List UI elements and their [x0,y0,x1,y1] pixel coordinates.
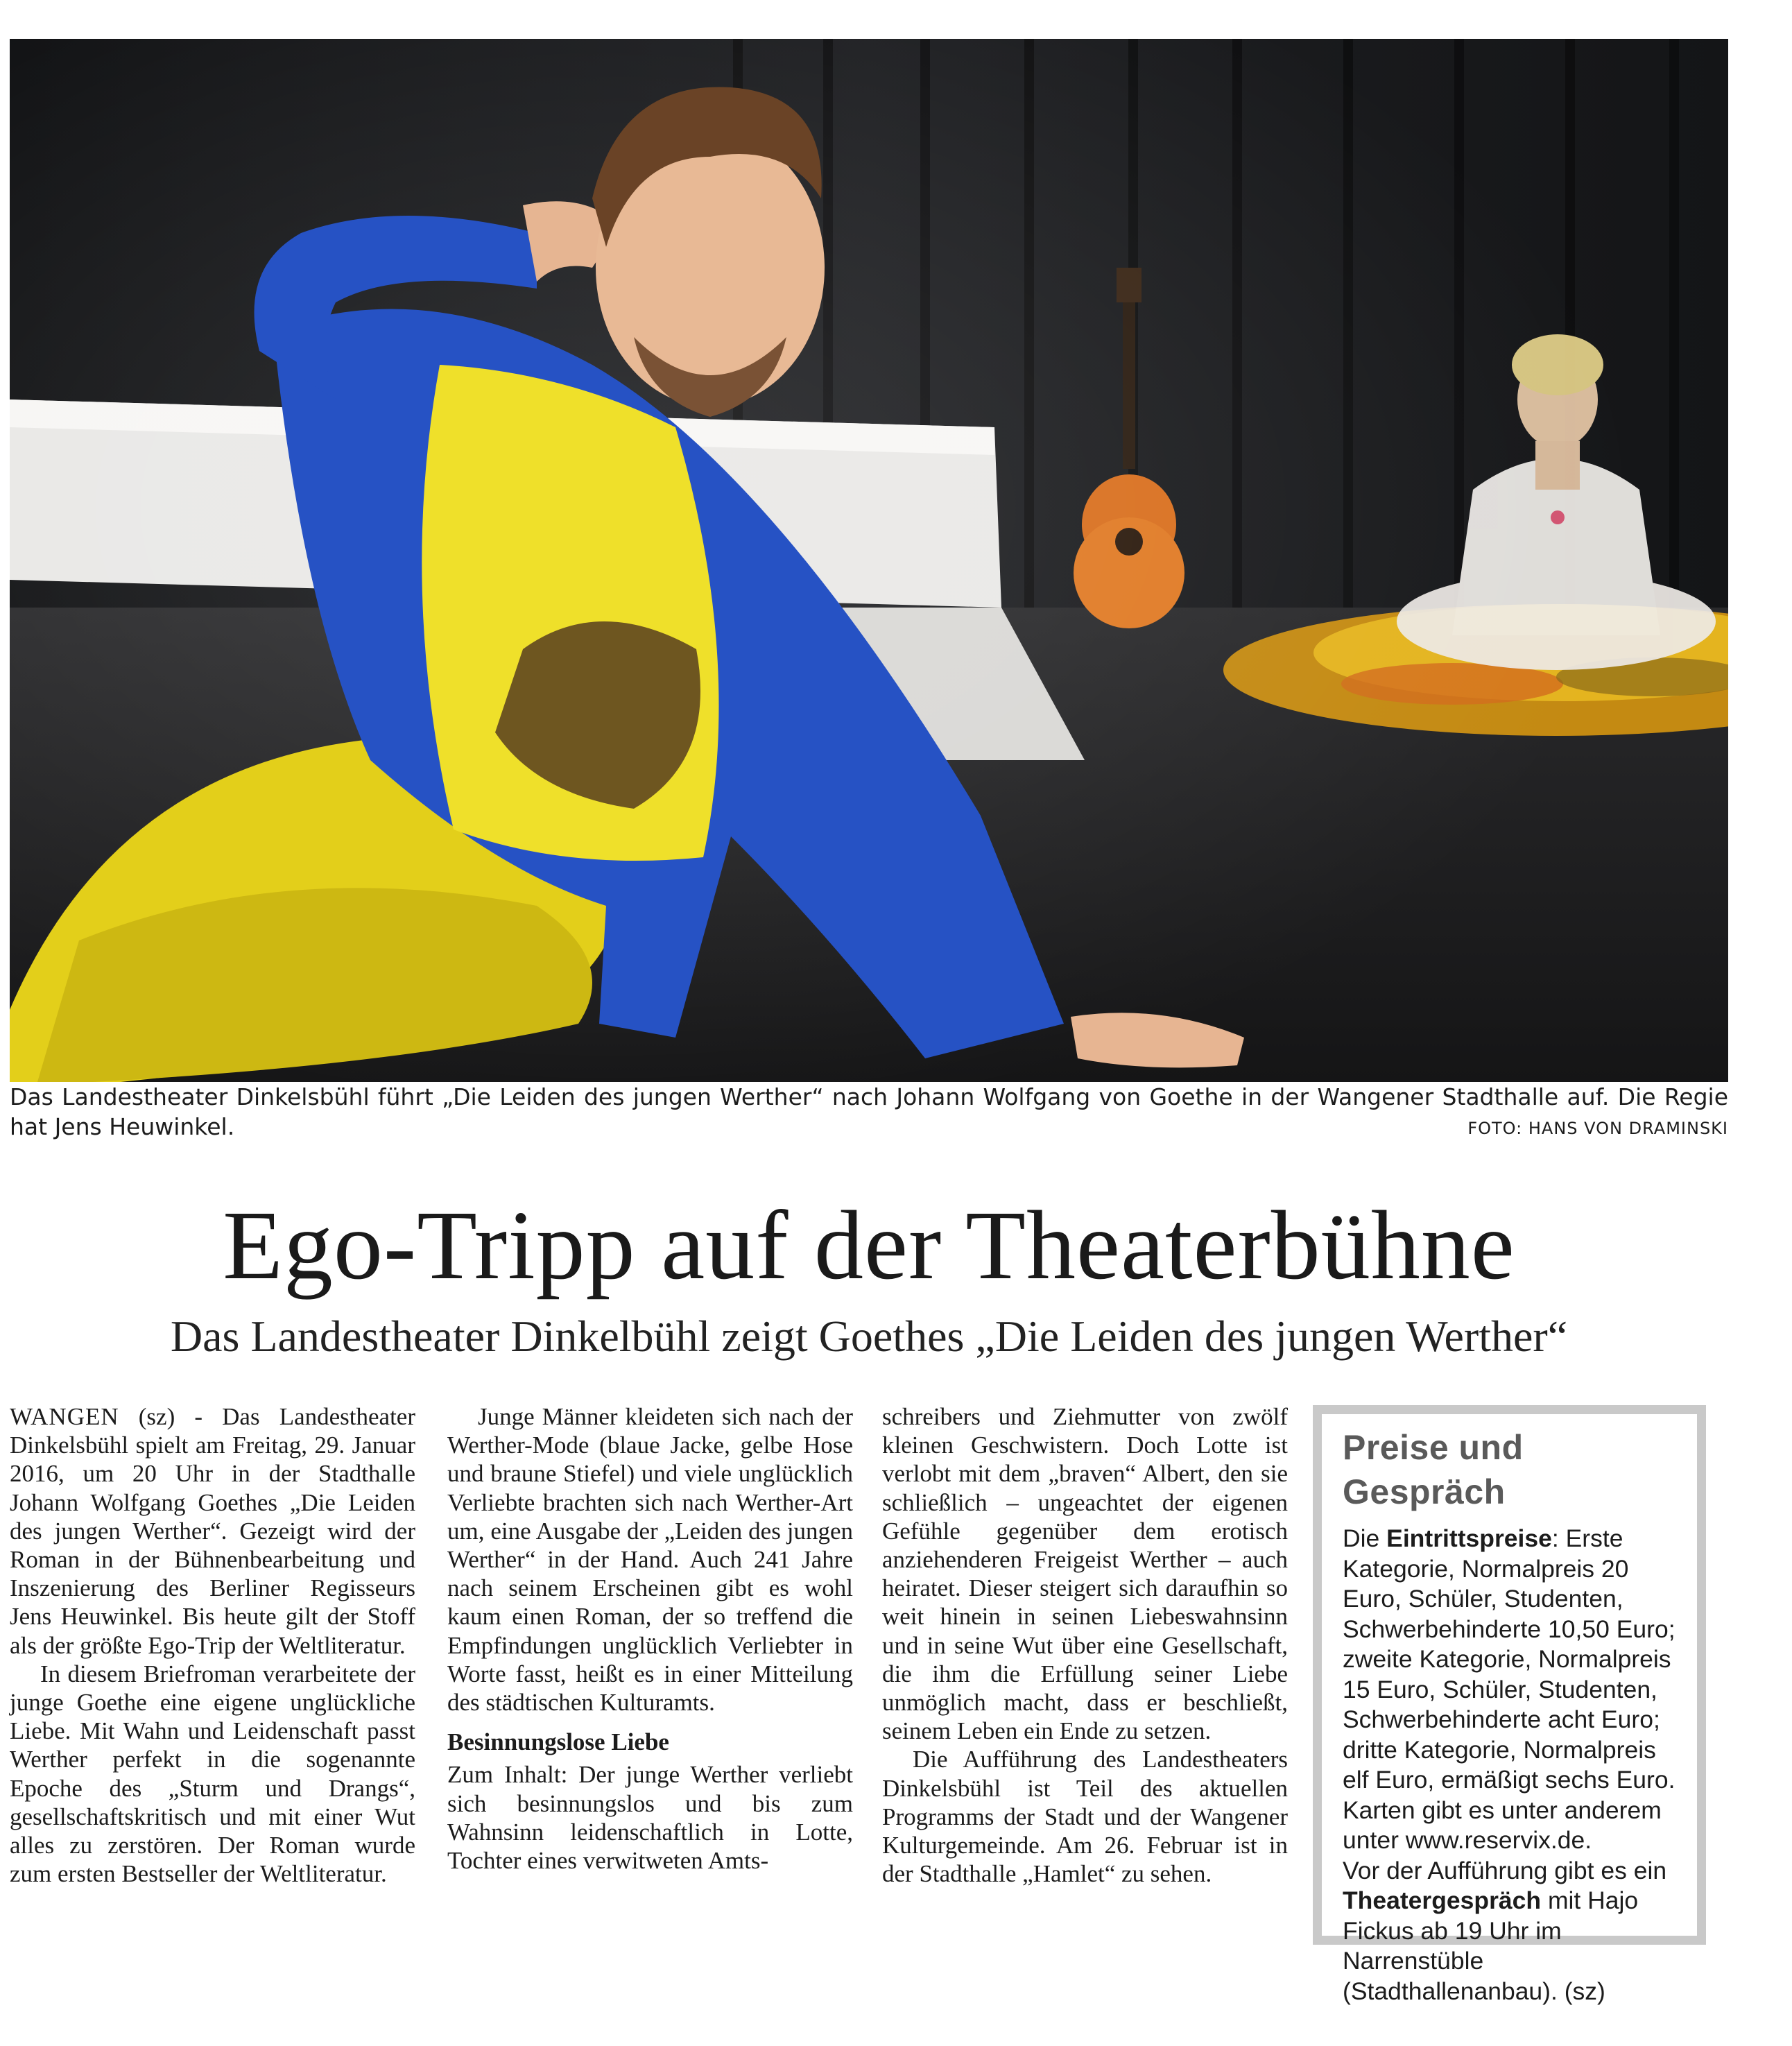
text-span: Vor der Aufführung gibt es ein [1343,1856,1667,1884]
photo-credit: FOTO: HANS VON DRAMINSKI [1467,1119,1728,1138]
info-box-paragraph [1343,1524,1676,1856]
text-span: : Erste Kategorie, Normalpreis 20 Euro, Schüler, Studenten, Schwerbehinderte 10,50 Euro; zweite Kategorie, Normalpreis 15 Euro, Schüler, Studenten, Schwerbehinderte acht Euro; dritte Kategorie, Normalpreis elf Euro, ermäßigt sechs Euro. Karten gibt es unter anderem unter www.reservix.de. [1343,1524,1675,1854]
info-box-title: Preise und Gespräch [1343,1428,1524,1511]
article-column-3 [882,1402,1288,1888]
article-photo [10,39,1728,1082]
subheadline: Das Landestheater Dinkelbühl zeigt Goethes „Die Leiden des jungen Werther“ [170,1312,1568,1361]
text-span: Die [1343,1524,1387,1552]
bold-term: Eintrittspreise [1386,1524,1552,1552]
section-subhead: Besinnungslose Liebe [447,1728,669,1756]
text-span: mit Hajo Fickus ab 19 Uhr im Narrenstüble (Stadthallenanbau). (sz) [1343,1886,1639,2005]
dateline: WANGEN [10,1403,119,1430]
article-paragraph: Zum Inhalt: Der junge Werther verliebt sich besinnungslos und bis zum Wahnsinn leidenschaftlich in Lotte, Tochter eines verwitweten Amts- [447,1761,853,1875]
stage-photo-illustration [10,39,1728,1082]
article-paragraph: Die Aufführung des Landestheaters Dinkelsbühl ist Teil des aktuellen Programms der Stadt und der Wangener Kulturgemeinde. Am 26. Februar ist in der Stadthalle „Hamlet“ zu sehen. [882,1746,1288,1888]
article-paragraph: In diesem Briefroman verarbeitete der junge Goethe eine eigene unglückliche Liebe. Mit Wahn und Leidenschaft passt Werther perfekt in die sogenannte Epoche des „Sturm und Drangs“, gesellschaftskritisch und mit einer Wut alles zu zerstören. Der Roman wurde zum ersten Bestseller der Weltliteratur. [10,1660,415,1888]
info-box-paragraph [1343,1856,1676,2007]
headline: Ego-Tripp auf der Theaterbühne [223,1190,1515,1300]
info-box [1313,1405,1706,2005]
info-box-body [1343,1524,1676,2006]
bold-term: Theatergespräch [1343,1886,1542,1914]
article-column-1 [10,1402,415,1888]
article-paragraph [10,1402,415,1660]
article-paragraph: schreibers und Ziehmutter von zwölf kleinen Geschwistern. Doch Lotte ist verlobt mit dem „braven“ Albert, den sie schließlich – ungeachtet der eigenen Gefühle gegenüber dem erotisch anziehenderen Freigeist Werther – auch heiratet. Dieser steigert sich daraufhin so weit hinein in seinen Liebeswahnsinn und in seine Wut über eine Gesellschaft, die ihm die Erfüllung seiner Liebe unmöglich macht, dass er beschließt, seinem Leben ein Ende zu setzen. [882,1403,1288,1745]
article-paragraph: Junge Männer kleideten sich nach der Werther-Mode (blaue Jacke, gelbe Hose und braune Stiefel) und viele unglücklich Verliebte brachten sich nach Werther-Art um, eine Ausgabe der „Leiden des jungen Werther“ in der Hand. Auch 241 Jahre nach seinem Erscheinen gibt es wohl kaum einen Roman, der so treffend die Empfindungen unglücklich Verliebter in Worte fasst, heißt es in einer Mitteilung des städtischen Kulturamts. [447,1403,853,1717]
article-column-2 [447,1402,853,1875]
paragraph-text: (sz) - Das Landestheater Dinkelsbühl spielt am Freitag, 29. Januar 2016, um 20 Uhr in der Stadthalle Johann Wolfgang Goethes „Die Leiden des jungen Werther“. Gezeigt wird der Roman in der Bühnenbearbeitung und Inszenierung des Berliner Regisseurs Jens Heuwinkel. Bis heute gilt der Stoff als der größte Ego-Trip der Weltliteratur. [10,1403,415,1659]
photo-caption: Das Landestheater Dinkelsbühl führt „Die Leiden des jungen Werther“ nach Johann Wolfgang von Goethe in der Wangener Stadthalle auf. Die Regie hat Jens Heuwinkel. [10,1083,1728,1140]
